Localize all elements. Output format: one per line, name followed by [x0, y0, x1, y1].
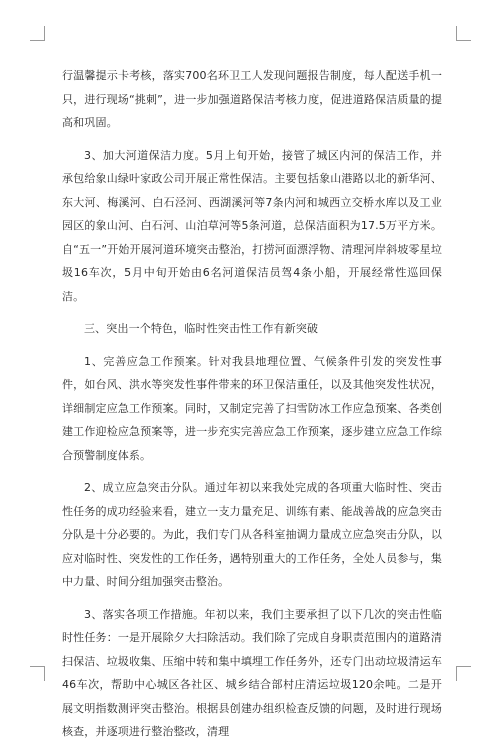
paragraph-work-measures: 3、落实各项工作措施。年初以来，我们主要承担了以下几次的突击性临时性任务：一是开展除夕大扫除活动。我们除了完成自身职责范围内的道路清扫保洁、垃圾收集、压缩中转和集中填埋工作任务外，还专门出动垃圾清运车46车次，帮助中心城区各社区、城乡结合部村庄清运垃圾120余吨。二是开展文明指数测评突击整治。根据县创建办组织检查反馈的问题，及时进行现场核查，并逐项进行整治整改，清理	[62, 607, 442, 738]
crop-mark-bottom-left	[30, 666, 45, 681]
paragraph-emergency-team: 2、成立应急突击分队。通过年初以来我处完成的各项重大临时性、突击性任务的成功经验来看，建立一支力量充足、训练有素、能战善战的应急突击分队是十分必要的。为此，我们专门从各科室抽调力量成立应急突击分队，以应对临时性、突发性的工作任务，遇特别重大的工作任务，全处人员参与，集中力量、时间分组加强突击整治。	[62, 481, 442, 588]
paragraph-continued: 行温馨提示卡考核，落实700名环卫工人发现问题报告制度，每人配送手机一只，进行现场“挑刺”，进一步加强道路保洁考核力度，促进道路保洁质量的提高和巩固。	[62, 69, 442, 129]
section-heading-three: 三、突出一个特色，临时性突击性工作有新突破	[84, 322, 319, 335]
crop-mark-top-right	[456, 26, 471, 41]
paragraph-river-cleaning: 3、加大河道保洁力度。5月上旬开始，接管了城区内河的保洁工作，并承包给象山绿叶家政公司开展正常性保洁。主要包括象山港路以北的新华河、东大河、梅溪河、白石泾河、西湖溪河等7条内河和城西立交桥水库以及工业园区的象山河、白石河、山泊草河等5条河道，总保洁面积为17.5万平方米。自“五一”开始开展河道环境突击整治，打捞河面漂浮物、清理河岸斜坡零星垃圾16车次，5月中旬开始由6名河道保洁员驾4条小船，开展经常性巡回保洁。	[62, 148, 442, 303]
paragraph-emergency-plan: 1、完善应急工作预案。针对我县地理位置、气候条件引发的突发性事件，如台风、洪水等突发性事件带来的环卫保洁重任，以及其他突发性状况，详细制定应急工作预案。同时，又制定完善了扫雪防冰工作应急预案、各类创建工作迎检应急预案等，进一步充实完善应急工作预案，逐步建立应急工作综合预警制度体系。	[62, 354, 442, 462]
crop-mark-top-left	[30, 26, 45, 41]
crop-mark-bottom-right	[456, 666, 471, 681]
document-body	[62, 64, 442, 753]
